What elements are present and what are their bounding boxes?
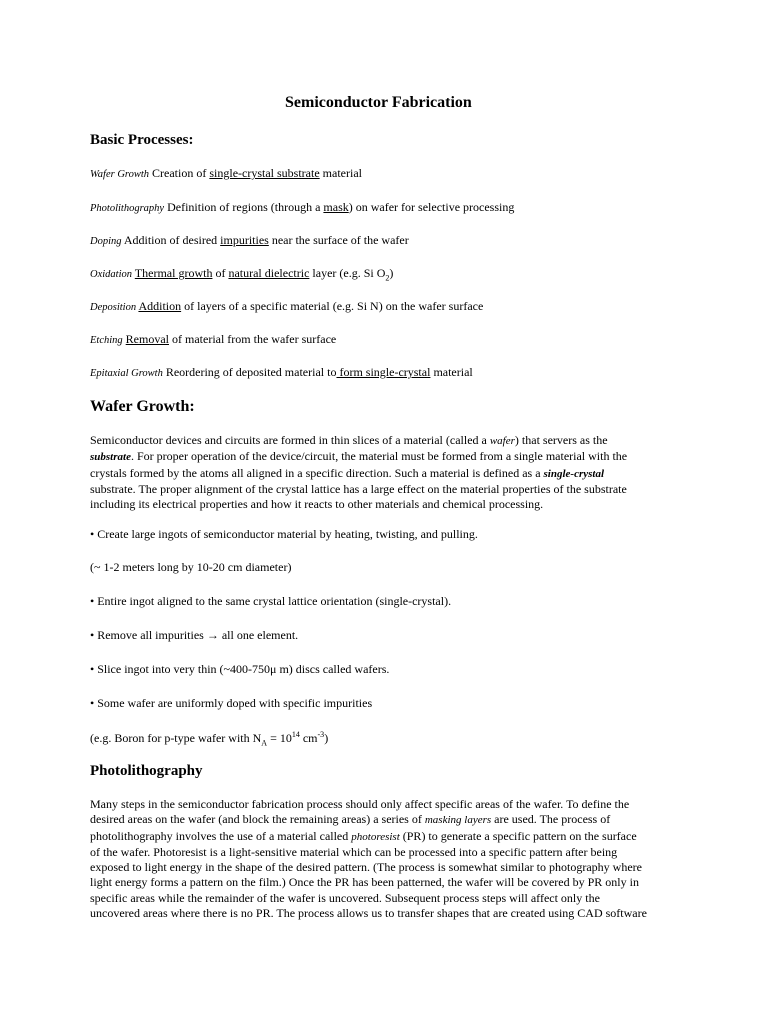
- process-text: of layers of a specific material (e.g. Si N) on the wafer surface: [181, 299, 484, 313]
- process-term: Deposition: [90, 302, 137, 313]
- process-term: Oxidation: [90, 269, 132, 280]
- process-underlined: mask: [323, 200, 349, 214]
- process-text: ): [389, 266, 394, 280]
- emphasis-text: masking layers: [424, 814, 492, 827]
- ingot-dimensions-note: (~ 1-2 meters long by 10-20 cm diameter): [90, 560, 292, 574]
- paragraph-text: light energy forms a pattern on the film.) Once the PR has been patterned, the wafer will be covered by PR only in: [90, 875, 639, 890]
- note-text: ): [324, 731, 329, 745]
- bullet-remove-impurities: • Remove all impurities → all one element.: [90, 628, 299, 642]
- paragraph-text: desired areas on the wafer (and block the remaining areas) a series of: [90, 812, 425, 827]
- process-item-etching: [90, 332, 336, 347]
- basic-processes-heading: Basic Processes:: [90, 132, 194, 148]
- note-text: = 10: [267, 731, 292, 745]
- note-text: cm: [299, 731, 318, 745]
- emphasis-text: wafer: [489, 435, 515, 447]
- boron-doping-note: [90, 730, 328, 747]
- subscript: 2: [385, 273, 390, 283]
- wafer-growth-heading: Wafer Growth:: [90, 398, 195, 415]
- process-text: Creation of: [149, 166, 210, 180]
- process-text: material: [319, 166, 362, 180]
- paragraph-text: are used. The process of: [491, 812, 611, 827]
- bullet-slice-ingot: • Slice ingot into very thin (~400-750μ m) discs called wafers.: [90, 662, 390, 676]
- process-text: Definition of regions (through a: [164, 200, 324, 214]
- process-term: Epitaxial Growth: [90, 368, 163, 379]
- photolithography-paragraph: [90, 797, 690, 921]
- process-text: ) on wafer for selective processing: [348, 200, 515, 214]
- paragraph-text: Many steps in the semiconductor fabrication process should only affect specific areas of the wafer. To define the: [90, 797, 630, 811]
- process-item-epitaxial-growth: [90, 365, 473, 380]
- process-term: Doping: [90, 236, 122, 247]
- process-underlined: form single-crystal: [336, 365, 431, 379]
- paragraph-text: substrate. The proper alignment of the crystal lattice has a large effect on the material properties of the substrate: [90, 481, 627, 496]
- process-text: Addition of desired: [121, 233, 221, 247]
- bullet-ingot-aligned: • Entire ingot aligned to the same crystal lattice orientation (single-crystal).: [90, 594, 452, 608]
- paragraph-text: ) that servers as the: [514, 433, 608, 447]
- paragraph-text: of the wafer. Photoresist is a light-sensitive material which can be processed into a specific pattern after being: [90, 844, 618, 859]
- process-underlined: impurities: [220, 233, 269, 247]
- wafer-growth-paragraph: [90, 433, 690, 512]
- process-term: Photolithography: [90, 203, 165, 214]
- process-text: near the surface of the wafer: [268, 233, 409, 247]
- photolithography-heading: Photolithography: [90, 763, 203, 779]
- emphasis-text: photoresist: [351, 830, 400, 843]
- process-text: of material from the wafer surface: [169, 332, 337, 346]
- process-item-doping: [90, 233, 409, 248]
- bullet-doped-wafer: • Some wafer are uniformly doped with specific impurities: [90, 696, 373, 710]
- process-text: layer (e.g. Si O: [309, 266, 386, 280]
- process-underlined: Addition: [138, 299, 182, 313]
- process-underlined: Removal: [125, 332, 169, 346]
- process-term: Etching: [90, 335, 123, 346]
- paragraph-text: photolithography involves the use of a material called: [90, 828, 352, 843]
- note-text: (e.g. Boron for p-type wafer with N: [90, 731, 262, 745]
- process-text: of: [212, 266, 229, 280]
- process-underlined: Thermal growth: [134, 266, 213, 280]
- superscript: -3: [317, 730, 325, 739]
- process-item-wafer-growth: [90, 166, 362, 181]
- paragraph-text: uncovered areas where there is no PR. The process allows us to transfer shapes that are created using CAD software: [90, 906, 647, 921]
- superscript: 14: [291, 730, 300, 739]
- paragraph-text: (PR) to generate a specific pattern on the surface: [399, 828, 637, 843]
- paragraph-text: exposed to light energy in the shape of the desired pattern. (The process is somewhat similar to photography where: [90, 860, 642, 875]
- process-item-deposition: [90, 299, 483, 314]
- paragraph-text: specific areas while the remainder of the wafer is uncovered. Subsequent process steps will affect only the: [90, 890, 600, 905]
- paragraph-text: . For proper operation of the device/circuit, the material must be formed from a single material with the: [130, 449, 628, 464]
- process-underlined: natural dielectric: [228, 266, 310, 280]
- bullet-create-ingots: • Create large ingots of semiconductor material by heating, twisting, and pulling.: [90, 527, 478, 541]
- paragraph-text: Semiconductor devices and circuits are formed in thin slices of a material (called a: [90, 433, 490, 447]
- process-underlined: single-crystal substrate: [209, 166, 320, 180]
- emphasis-text: single-crystal: [543, 467, 605, 480]
- paragraph-text: crystals formed by the atoms all aligned in a specific direction. Such a material is defined as a: [90, 465, 544, 480]
- process-item-oxidation: [90, 266, 393, 282]
- process-text: Reordering of deposited material to: [162, 365, 337, 379]
- emphasis-text: substrate: [90, 451, 131, 464]
- paragraph-text: including its electrical properties and how it reacts to other materials and chemical processing.: [90, 497, 544, 512]
- page-title: Semiconductor Fabrication: [285, 94, 472, 111]
- subscript: A: [261, 738, 268, 748]
- process-term: Wafer Growth: [90, 169, 150, 180]
- process-text: material: [430, 365, 473, 379]
- process-item-photolithography: [90, 200, 514, 215]
